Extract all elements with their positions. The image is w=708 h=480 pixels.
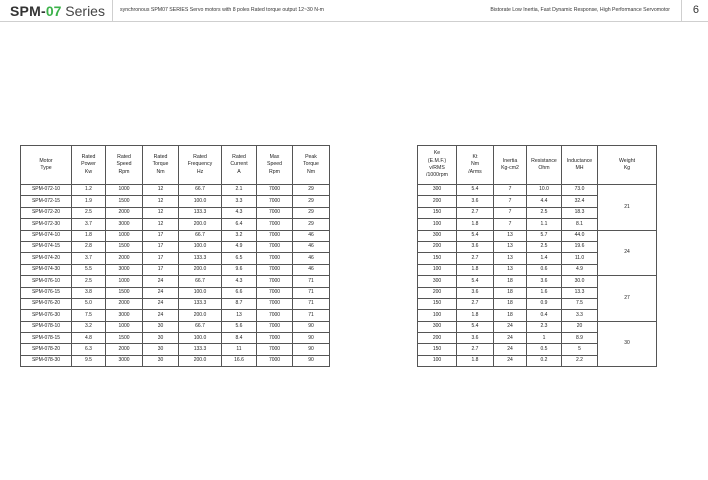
table-cell: 2000 (106, 344, 143, 355)
table-cell: 1.8 (72, 230, 106, 241)
table-cell: 12 (143, 185, 179, 196)
header-line: Inductance (566, 157, 593, 164)
table-cell: 7000 (257, 207, 293, 218)
table-cell: 18 (494, 276, 527, 287)
table-cell: 90 (293, 333, 330, 344)
table-cell: 1000 (106, 185, 143, 196)
table-cell: 7000 (257, 219, 293, 230)
motor-type-cell: SPM-078-15 (21, 333, 72, 344)
header-line: /1000rpm (426, 172, 448, 179)
table-cell: 100.0 (179, 287, 222, 298)
table-cell: 7000 (257, 185, 293, 196)
header-line: Ohm (538, 165, 550, 171)
table-cell: 100 (418, 310, 457, 321)
table-cell: 9.6 (222, 264, 257, 275)
column-header (457, 146, 494, 185)
table-cell: 7000 (257, 264, 293, 275)
header-line: Kw (84, 168, 93, 175)
motor-type-cell: SPM-076-15 (21, 287, 72, 298)
header-line: Peak (305, 153, 317, 160)
table-cell: 17 (143, 264, 179, 275)
header-line: Current (230, 161, 248, 168)
header-line: Motor (39, 157, 53, 164)
table-cell: 5.4 (457, 321, 494, 332)
table-cell: 100 (418, 219, 457, 230)
table-cell: 13 (222, 310, 257, 321)
table-cell: 8.7 (222, 298, 257, 309)
column-header (527, 146, 562, 185)
series-prefix: SPM- (10, 3, 46, 19)
table-cell: 30 (143, 333, 179, 344)
column-header (179, 146, 222, 185)
table-cell: 7.5 (72, 310, 106, 321)
table-cell: 20 (562, 321, 598, 332)
header-divider (112, 0, 113, 22)
table-cell: 200.0 (179, 310, 222, 321)
table-row (418, 230, 657, 241)
table-cell: 8.9 (562, 333, 598, 344)
header-line: A (237, 168, 241, 175)
table-cell: 1000 (106, 321, 143, 332)
table-cell: 133.3 (179, 344, 222, 355)
table-cell: 18 (494, 287, 527, 298)
motor-type-cell: SPM-074-30 (21, 264, 72, 275)
table-row (21, 219, 330, 230)
header-line: Kg (623, 165, 631, 171)
table-cell: 300 (418, 185, 457, 196)
table-cell: 5.0 (72, 298, 106, 309)
table-cell: 18 (494, 310, 527, 321)
table-cell: 7000 (257, 333, 293, 344)
table-cell: 7000 (257, 355, 293, 366)
page-header (0, 0, 708, 22)
table-cell: 3.6 (457, 196, 494, 207)
table-cell: 8.1 (562, 219, 598, 230)
weight-cell: 27 (598, 276, 657, 322)
table-cell: 7.5 (562, 298, 598, 309)
header-divider (681, 0, 682, 22)
table-cell: 2.1 (222, 185, 257, 196)
table-cell: 1500 (106, 287, 143, 298)
table-cell: 7000 (257, 310, 293, 321)
table-cell: 1.8 (457, 219, 494, 230)
table-cell: 12 (143, 207, 179, 218)
table-cell: 24 (494, 344, 527, 355)
table-cell: 12 (143, 196, 179, 207)
table-cell: 2.2 (562, 355, 598, 366)
table-cell: 4.9 (562, 264, 598, 275)
motor-type-cell: SPM-076-30 (21, 310, 72, 321)
table-cell: 7 (494, 207, 527, 218)
header-line: MH (575, 165, 584, 171)
table-cell: 11 (222, 344, 257, 355)
table-cell: 12 (143, 219, 179, 230)
table-cell: 5.5 (72, 264, 106, 275)
series-title (10, 3, 105, 19)
column-header (143, 146, 179, 185)
table-cell: 4.9 (222, 241, 257, 252)
table-row (21, 253, 330, 264)
table-row (21, 333, 330, 344)
header-line: Rated (117, 153, 131, 160)
table-cell: 1500 (106, 241, 143, 252)
table-cell: 100 (418, 355, 457, 366)
table-cell: 2000 (106, 253, 143, 264)
table-cell: 5 (562, 344, 598, 355)
table-cell: 3.2 (222, 230, 257, 241)
table-cell: 3.6 (457, 333, 494, 344)
table-cell: 200.0 (179, 355, 222, 366)
table-cell: 1.8 (457, 264, 494, 275)
motor-type-cell: SPM-074-15 (21, 241, 72, 252)
table-cell: 1000 (106, 276, 143, 287)
table-cell: 1.6 (527, 287, 562, 298)
column-header (106, 146, 143, 185)
table-cell: 133.3 (179, 298, 222, 309)
table-cell: 3.6 (457, 241, 494, 252)
table-header-row (21, 146, 330, 185)
header-line: Ke (433, 150, 441, 157)
column-header (257, 146, 293, 185)
table-cell: 3.6 (457, 287, 494, 298)
table-cell: 19.6 (562, 241, 598, 252)
table-cell: 5.7 (527, 230, 562, 241)
table-cell: 6.5 (222, 253, 257, 264)
table-cell: 10.0 (527, 185, 562, 196)
table-cell: 11.0 (562, 253, 598, 264)
table-cell: 100 (418, 264, 457, 275)
table-cell: 24 (143, 287, 179, 298)
header-line: Speed (266, 161, 282, 168)
table-cell: 29 (293, 207, 330, 218)
header-line: Torque (303, 161, 319, 168)
table-cell: 2.8 (72, 241, 106, 252)
motor-type-cell: SPM-078-30 (21, 355, 72, 366)
table-cell: 2.5 (72, 276, 106, 287)
table-cell: 6.6 (222, 287, 257, 298)
header-line: Inertia (502, 157, 518, 164)
table-cell: 2.3 (527, 321, 562, 332)
table-row (21, 241, 330, 252)
table-cell: 7000 (257, 230, 293, 241)
table-cell: 24 (494, 333, 527, 344)
header-line: Weight (618, 157, 636, 164)
table-cell: 24 (143, 310, 179, 321)
table-cell: 46 (293, 264, 330, 275)
table-cell: 150 (418, 207, 457, 218)
motor-type-cell: SPM-072-10 (21, 185, 72, 196)
header-line: Rated (193, 153, 207, 160)
table-row (21, 287, 330, 298)
table-cell: 90 (293, 321, 330, 332)
table-cell: 24 (494, 321, 527, 332)
table-row (21, 310, 330, 321)
table-row (21, 230, 330, 241)
header-tagline: Bistorate Low Inertia, Fast Dynamic Response, High Performance Servomotor (490, 7, 670, 13)
table-cell: 2.7 (457, 298, 494, 309)
table-cell: 0.6 (527, 264, 562, 275)
table-cell: 24 (143, 276, 179, 287)
table-cell: 100.0 (179, 196, 222, 207)
table-cell: 24 (143, 298, 179, 309)
header-line: Kg-cm2 (501, 165, 519, 171)
table-row (418, 321, 657, 332)
motor-electrical-table (417, 145, 657, 367)
table-cell: 5.6 (222, 321, 257, 332)
table-cell: 46 (293, 241, 330, 252)
header-line: Kt (472, 153, 478, 160)
table-cell: 133.3 (179, 253, 222, 264)
header-line: Rpm (269, 168, 280, 175)
table-cell: 2.7 (457, 207, 494, 218)
table-cell: 13 (494, 253, 527, 264)
table-cell: 1 (527, 333, 562, 344)
column-header (222, 146, 257, 185)
header-line: Rated (153, 153, 168, 160)
table-cell: 2.7 (457, 344, 494, 355)
table-cell: 3.3 (562, 310, 598, 321)
table-cell: 17 (143, 230, 179, 241)
table-cell: 7000 (257, 241, 293, 252)
header-line: Rated (232, 153, 246, 160)
table-row (21, 344, 330, 355)
table-cell: 30 (143, 355, 179, 366)
table-cell: 1500 (106, 333, 143, 344)
table-row (21, 196, 330, 207)
table-cell: 66.7 (179, 185, 222, 196)
series-suffix: Series (61, 3, 105, 19)
motor-type-cell: SPM-074-20 (21, 253, 72, 264)
table-cell: 7000 (257, 276, 293, 287)
table-cell: 17 (143, 253, 179, 264)
table-cell: 66.7 (179, 230, 222, 241)
table-row (21, 207, 330, 218)
table-cell: 13 (494, 264, 527, 275)
table-cell: 7 (494, 219, 527, 230)
table-cell: 3.3 (222, 196, 257, 207)
motor-type-cell: SPM-072-20 (21, 207, 72, 218)
table-cell: 5.4 (457, 276, 494, 287)
table-cell: 3000 (106, 355, 143, 366)
table-cell: 200.0 (179, 264, 222, 275)
motor-type-cell: SPM-072-30 (21, 219, 72, 230)
header-line: (E.M.F.) (427, 157, 447, 164)
header-line: v/RMS (429, 165, 445, 171)
table-cell: 6.4 (222, 219, 257, 230)
table-cell: 3.7 (72, 219, 106, 230)
table-cell: 300 (418, 321, 457, 332)
table-cell: 30.0 (562, 276, 598, 287)
table-cell: 150 (418, 253, 457, 264)
column-header (598, 146, 657, 185)
table-cell: 4.3 (222, 276, 257, 287)
column-header (494, 146, 527, 185)
table-cell: 0.4 (527, 310, 562, 321)
table-cell: 2.5 (527, 207, 562, 218)
table-cell: 150 (418, 344, 457, 355)
header-line: Max (269, 153, 280, 160)
table-cell: 0.9 (527, 298, 562, 309)
table-cell: 13 (494, 230, 527, 241)
header-line: Power (81, 161, 96, 168)
table-cell: 29 (293, 196, 330, 207)
motor-type-cell: SPM-072-15 (21, 196, 72, 207)
column-header (418, 146, 457, 185)
table-cell: 3.7 (72, 253, 106, 264)
table-cell: 13.3 (562, 287, 598, 298)
table-row (21, 298, 330, 309)
table-cell: 32.4 (562, 196, 598, 207)
table-row (21, 264, 330, 275)
page-number: 6 (692, 4, 699, 16)
table-cell: 13 (494, 241, 527, 252)
table-cell: 7000 (257, 344, 293, 355)
table-cell: 200 (418, 241, 457, 252)
table-cell: 5.4 (457, 185, 494, 196)
table-cell: 9.5 (72, 355, 106, 366)
table-cell: 46 (293, 253, 330, 264)
header-line: Torque (152, 161, 169, 168)
column-header (21, 146, 72, 185)
column-header (72, 146, 106, 185)
table-cell: 7000 (257, 298, 293, 309)
table-cell: 29 (293, 219, 330, 230)
table-cell: 0.2 (527, 355, 562, 366)
table-cell: 4.3 (222, 207, 257, 218)
table-cell: 7 (494, 185, 527, 196)
table-cell: 2000 (106, 298, 143, 309)
header-line: Nm (306, 168, 316, 175)
table-cell: 8.4 (222, 333, 257, 344)
motor-type-cell: SPM-076-20 (21, 298, 72, 309)
table-row (21, 185, 330, 196)
table-cell: 6.3 (72, 344, 106, 355)
table-cell: 3.6 (527, 276, 562, 287)
table-cell: 100.0 (179, 241, 222, 252)
table-cell: 4.8 (72, 333, 106, 344)
header-subtitle: synchronous SPM07 SERIES Servo motors with 8 poles Rated torque output 12~30 N-m (120, 7, 325, 13)
column-header (562, 146, 598, 185)
table-cell: 200 (418, 287, 457, 298)
table-row (21, 321, 330, 332)
table-cell: 18 (494, 298, 527, 309)
motor-type-cell: SPM-078-10 (21, 321, 72, 332)
table-cell: 2.5 (527, 241, 562, 252)
table-cell: 300 (418, 230, 457, 241)
table-cell: 17 (143, 241, 179, 252)
table-cell: 30 (143, 321, 179, 332)
table-cell: 73.0 (562, 185, 598, 196)
table-cell: 66.7 (179, 321, 222, 332)
table-cell: 1.8 (457, 355, 494, 366)
header-line: Rpm (118, 168, 130, 175)
table-row (418, 185, 657, 196)
table-cell: 90 (293, 355, 330, 366)
motor-type-cell: SPM-076-10 (21, 276, 72, 287)
table-cell: 1.1 (527, 219, 562, 230)
header-line: Rated (81, 153, 96, 160)
header-line: Nm (470, 161, 480, 168)
table-row (21, 276, 330, 287)
table-cell: 44.0 (562, 230, 598, 241)
table-cell: 29 (293, 185, 330, 196)
table-cell: 100.0 (179, 333, 222, 344)
table-cell: 2.5 (72, 207, 106, 218)
motor-type-cell: SPM-074-10 (21, 230, 72, 241)
weight-cell: 21 (598, 185, 657, 231)
table-cell: 18.3 (562, 207, 598, 218)
table-cell: 200.0 (179, 219, 222, 230)
header-line: Nm (156, 168, 165, 175)
table-row (418, 276, 657, 287)
table-cell: 46 (293, 230, 330, 241)
table-cell: 1000 (106, 230, 143, 241)
table-cell: 3000 (106, 264, 143, 275)
table-cell: 3000 (106, 310, 143, 321)
table-cell: 3.2 (72, 321, 106, 332)
weight-cell: 30 (598, 321, 657, 367)
table-cell: 5.4 (457, 230, 494, 241)
header-line: Resistance (531, 157, 557, 164)
table-cell: 7000 (257, 196, 293, 207)
table-cell: 150 (418, 298, 457, 309)
table-header-row (418, 146, 657, 185)
table-cell: 4.4 (527, 196, 562, 207)
table-cell: 7000 (257, 321, 293, 332)
table-cell: 0.5 (527, 344, 562, 355)
table-cell: 1.9 (72, 196, 106, 207)
header-line: Speed (116, 161, 132, 168)
table-cell: 7 (494, 196, 527, 207)
series-number: 07 (45, 3, 62, 19)
table-cell: 133.3 (179, 207, 222, 218)
column-header (293, 146, 330, 185)
table-cell: 71 (293, 298, 330, 309)
table-cell: 200 (418, 196, 457, 207)
table-cell: 90 (293, 344, 330, 355)
table-cell: 1.4 (527, 253, 562, 264)
table-cell: 1500 (106, 196, 143, 207)
table-cell: 3.8 (72, 287, 106, 298)
header-line: Frequency (187, 161, 213, 168)
table-cell: 3000 (106, 219, 143, 230)
table-cell: 1.2 (72, 185, 106, 196)
header-line: Type (40, 165, 52, 171)
header-line: Hz (196, 168, 204, 175)
table-cell: 300 (418, 276, 457, 287)
table-cell: 30 (143, 344, 179, 355)
table-cell: 2.7 (457, 253, 494, 264)
table-cell: 24 (494, 355, 527, 366)
table-cell: 71 (293, 310, 330, 321)
table-cell: 7000 (257, 253, 293, 264)
table-cell: 200 (418, 333, 457, 344)
table-cell: 16.6 (222, 355, 257, 366)
motor-type-cell: SPM-078-20 (21, 344, 72, 355)
table-cell: 71 (293, 287, 330, 298)
table-cell: 7000 (257, 287, 293, 298)
table-cell: 66.7 (179, 276, 222, 287)
table-cell: 2000 (106, 207, 143, 218)
header-line: /Arms (468, 168, 482, 175)
weight-cell: 24 (598, 230, 657, 276)
motor-ratings-table (20, 145, 330, 367)
table-row (21, 355, 330, 366)
table-cell: 1.8 (457, 310, 494, 321)
table-cell: 71 (293, 276, 330, 287)
